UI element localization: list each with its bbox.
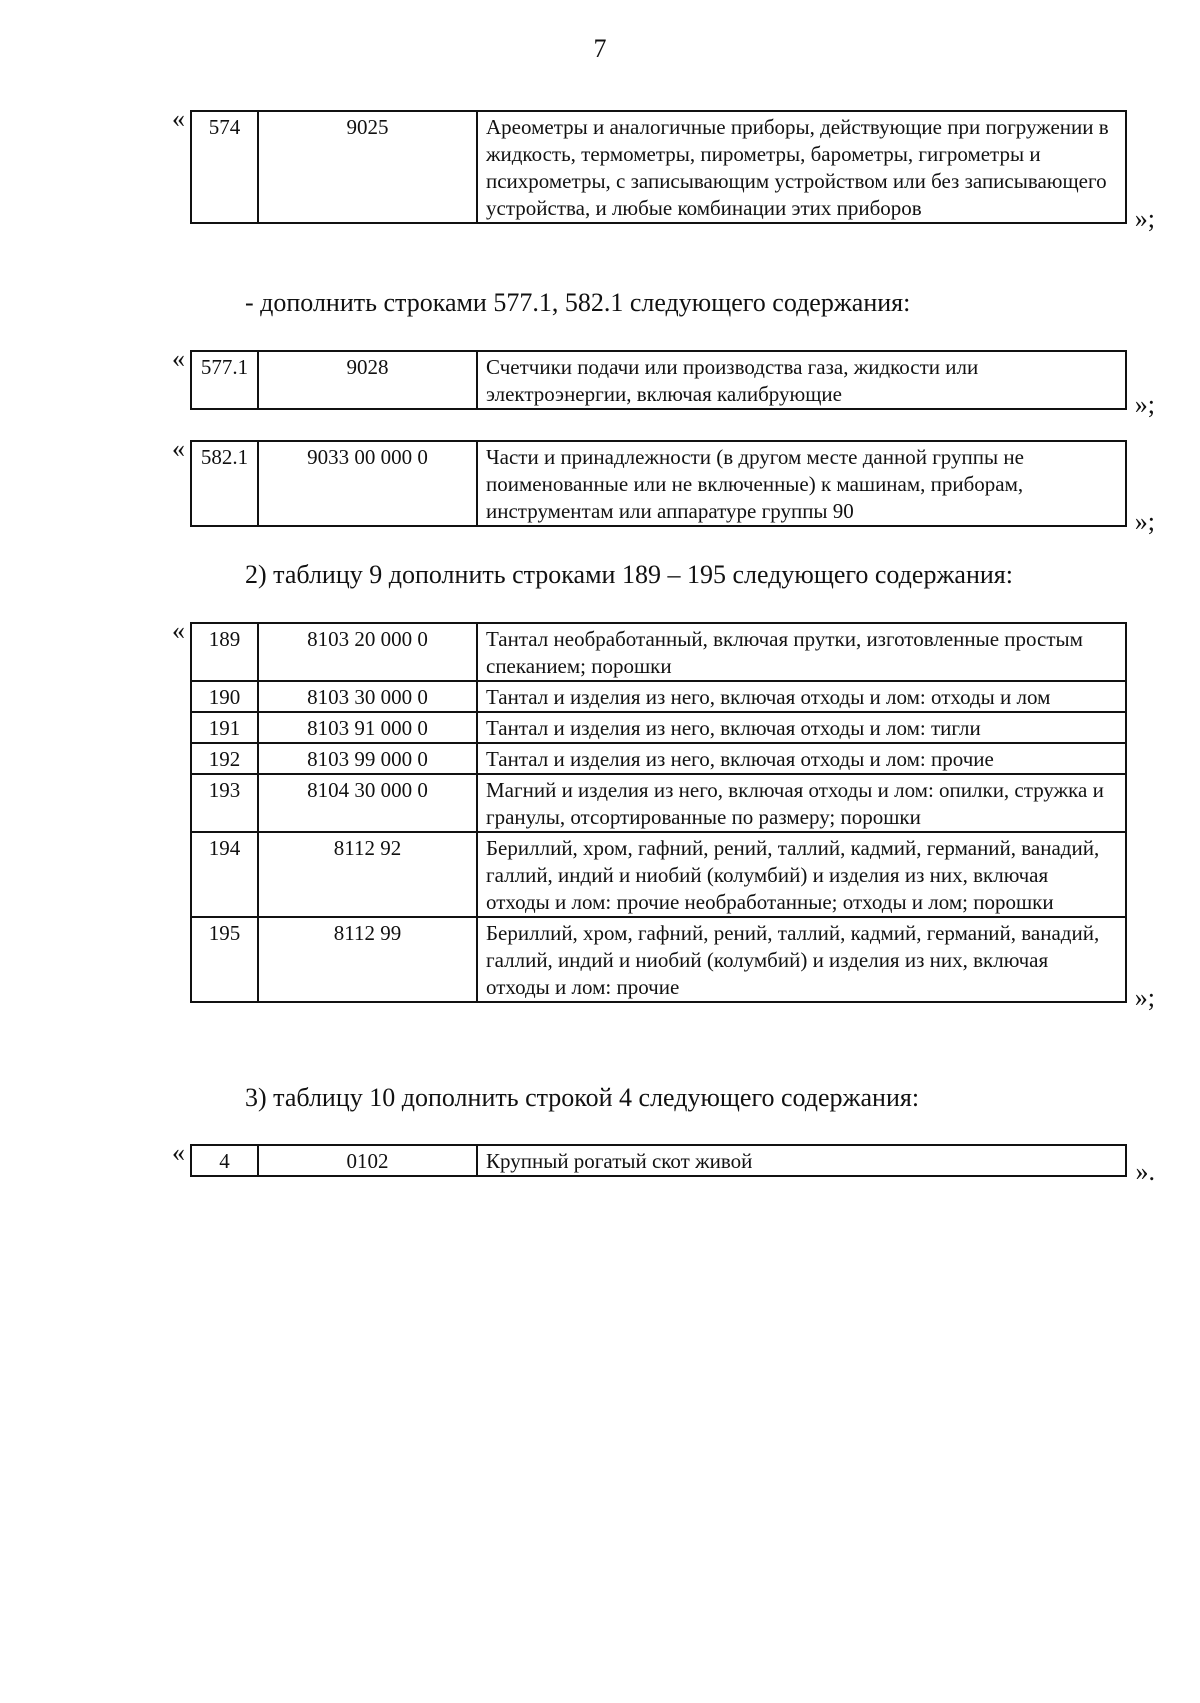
row-number: 189 — [191, 623, 258, 681]
row-number: 192 — [191, 743, 258, 774]
row-description: Бериллий, хром, гафний, рений, таллий, кадмий, германий, ванадий, галлий, индий и ниобий (колумбий) и изделия из них, включая отходы и лом: прочие — [477, 917, 1126, 1002]
row-number: 4 — [191, 1145, 258, 1176]
row-code: 8112 99 — [258, 917, 477, 1002]
table-row — [191, 743, 1126, 774]
row-description: Части и принадлежности (в другом месте данной группы не поименованные или не включенные) к машинам, приборам, инструментам или аппаратуре группы 90 — [477, 441, 1126, 526]
table-577-block — [172, 344, 1155, 419]
table-9 — [190, 622, 1127, 1003]
table-10 — [190, 1144, 1127, 1177]
open-quote: « — [172, 1138, 185, 1167]
row-description: Ареометры и аналогичные приборы, действующие при погружении в жидкость, термометры, пирометры, барометры, гигрометры и психрометры, с записывающим устройством или без записывающего устройства, и любые комбинации этих приборов — [477, 111, 1126, 223]
row-number: 582.1 — [191, 441, 258, 526]
close-quote: ». — [1135, 1157, 1155, 1186]
table-582-block — [172, 434, 1155, 536]
row-description: Тантал и изделия из него, включая отходы и лом: отходы и лом — [477, 681, 1126, 712]
row-number: 577.1 — [191, 351, 258, 409]
row-number: 190 — [191, 681, 258, 712]
table-582 — [190, 440, 1127, 527]
close-quote: »; — [1134, 390, 1155, 419]
row-number: 195 — [191, 917, 258, 1002]
row-code: 8112 92 — [258, 832, 477, 917]
row-description: Магний и изделия из него, включая отходы и лом: опилки, стружка и гранулы, отсортированные по размеру; порошки — [477, 774, 1126, 832]
table-574 — [190, 110, 1127, 224]
close-quote: »; — [1134, 204, 1155, 233]
close-quote: »; — [1134, 983, 1155, 1012]
open-quote: « — [172, 434, 185, 463]
row-code: 8104 30 000 0 — [258, 774, 477, 832]
row-description: Крупный рогатый скот живой — [477, 1145, 1126, 1176]
row-description: Тантал и изделия из него, включая отходы и лом: прочие — [477, 743, 1126, 774]
close-quote: »; — [1134, 507, 1155, 536]
instruction-3: 3) таблицу 10 дополнить строкой 4 следующего содержания: — [245, 1083, 920, 1112]
instruction-1: - дополнить строками 577.1, 582.1 следующего содержания: — [245, 288, 911, 317]
table-row — [191, 623, 1126, 681]
row-number: 191 — [191, 712, 258, 743]
row-code: 8103 99 000 0 — [258, 743, 477, 774]
table-row — [191, 712, 1126, 743]
table-row — [191, 351, 1126, 409]
table-row — [191, 681, 1126, 712]
table-row — [191, 1145, 1126, 1176]
table-9-block — [172, 616, 1155, 1012]
table-row — [191, 832, 1126, 917]
row-number: 193 — [191, 774, 258, 832]
table-577 — [190, 350, 1127, 410]
row-code: 9033 00 000 0 — [258, 441, 477, 526]
table-574-block — [172, 104, 1155, 233]
open-quote: « — [172, 344, 185, 373]
row-description: Тантал и изделия из него, включая отходы и лом: тигли — [477, 712, 1126, 743]
row-number: 194 — [191, 832, 258, 917]
instruction-2: 2) таблицу 9 дополнить строками 189 – 195 следующего содержания: — [245, 560, 1013, 589]
row-code: 9028 — [258, 351, 477, 409]
row-description: Бериллий, хром, гафний, рений, таллий, кадмий, германий, ванадий, галлий, индий и ниобий (колумбий) и изделия из них, включая отходы и лом: прочие необработанные; отходы и лом; порошки — [477, 832, 1126, 917]
table-row — [191, 774, 1126, 832]
table-10-block — [172, 1138, 1155, 1186]
table-row — [191, 111, 1126, 223]
open-quote: « — [172, 104, 185, 133]
row-code: 9025 — [258, 111, 477, 223]
row-description: Счетчики подачи или производства газа, жидкости или электроэнергии, включая калибрующие — [477, 351, 1126, 409]
row-number: 574 — [191, 111, 258, 223]
page-number: 7 — [593, 34, 607, 63]
table-row — [191, 917, 1126, 1002]
open-quote: « — [172, 616, 185, 645]
row-code: 8103 20 000 0 — [258, 623, 477, 681]
table-row — [191, 441, 1126, 526]
row-code: 8103 30 000 0 — [258, 681, 477, 712]
row-description: Тантал необработанный, включая прутки, изготовленные простым спеканием; порошки — [477, 623, 1126, 681]
row-code: 8103 91 000 0 — [258, 712, 477, 743]
row-code: 0102 — [258, 1145, 477, 1176]
